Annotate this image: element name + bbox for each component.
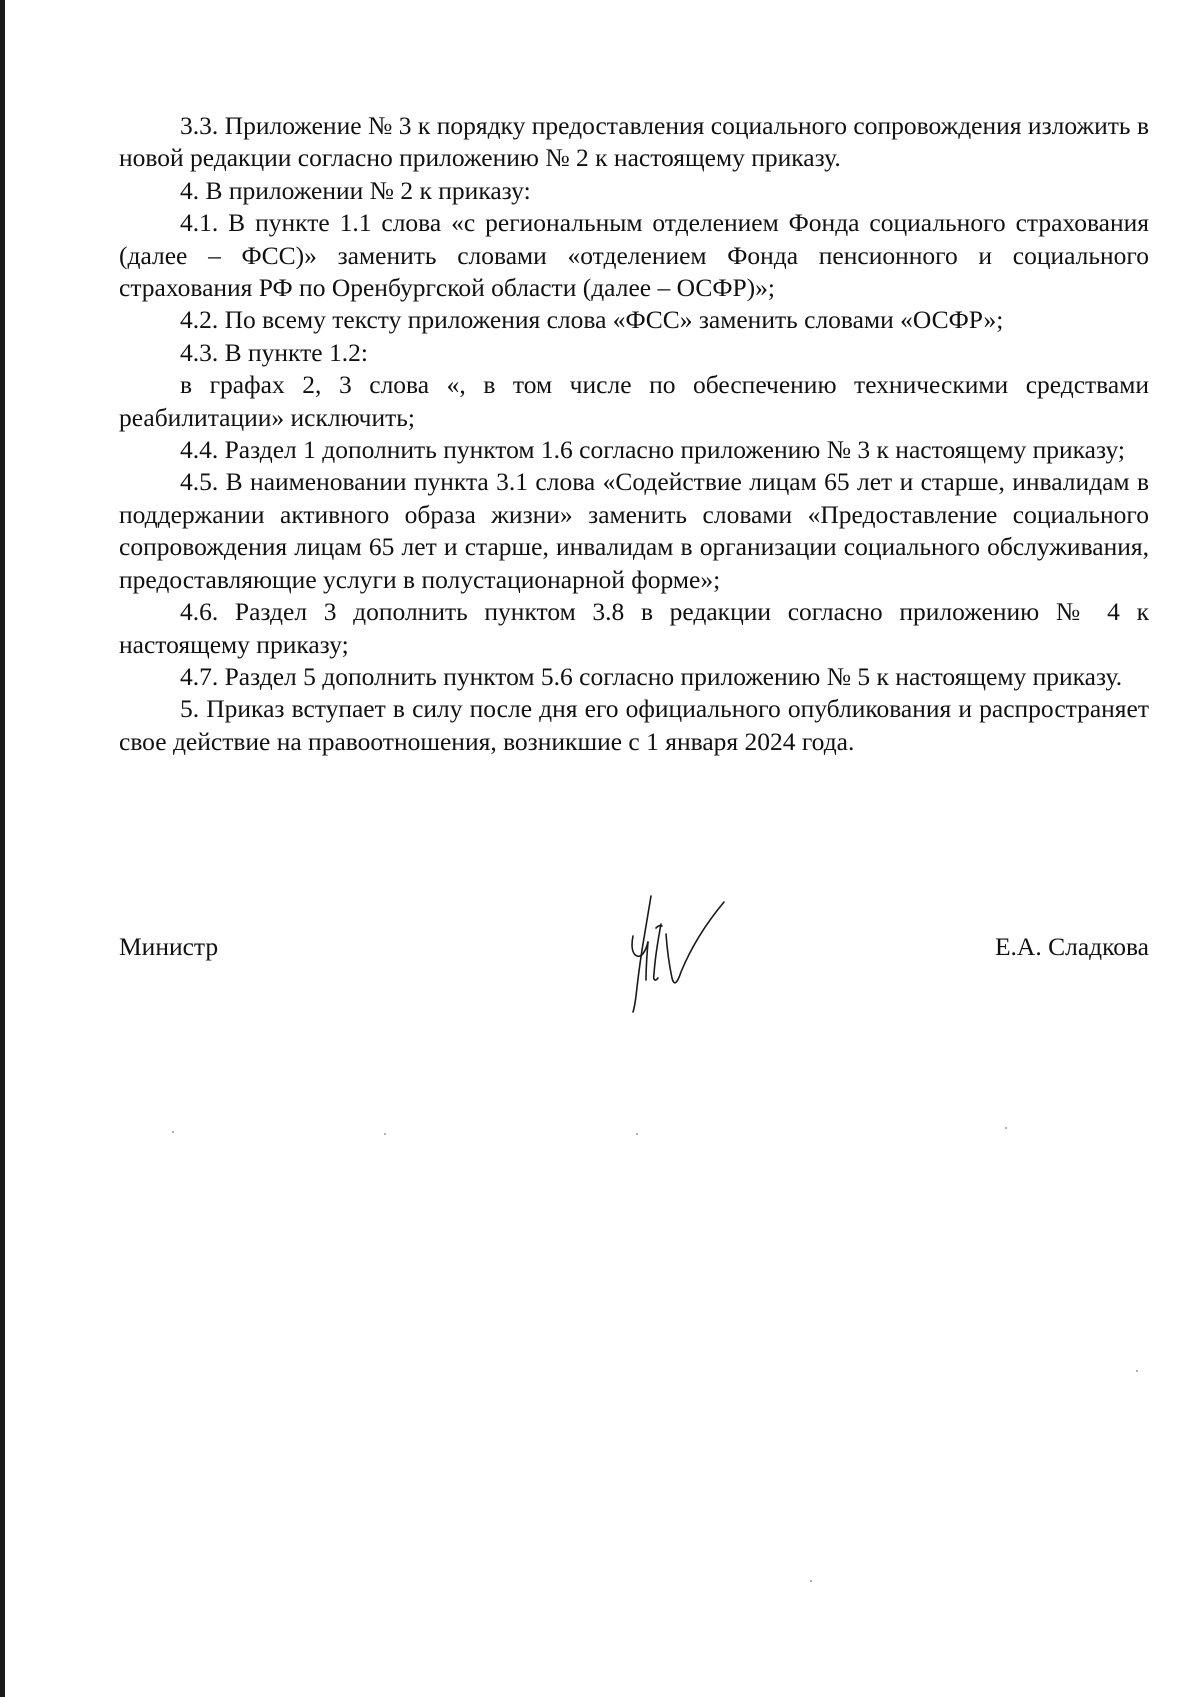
paragraph-4-3-graphs: в графах 2, 3 слова «, в том числе по обеспечению техническими средствами реабилитации» исключить; — [119, 370, 1149, 432]
signature-block — [119, 900, 1149, 1020]
scan-speck — [1005, 1127, 1007, 1129]
handwritten-signature — [611, 888, 761, 1018]
paragraph-4-7: 4.7. Раздел 5 дополнить пунктом 5.6 согласно приложению № 5 к настоящему приказу. — [180, 661, 1123, 691]
signer-name: Е.А. Сладкова — [994, 932, 1149, 961]
paragraph-4-1: 4.1. В пункте 1.1 слова «с региональным отделением Фонда социального страхования (далее – ФСС)» заменить словами «отделением Фонда пенсионного и социального страхования РФ по Оренбургской области (далее – ОСФР)»; — [119, 208, 1149, 303]
paragraph-4-5: 4.5. В наименовании пункта 3.1 слова «Содействие лицам 65 лет и старше, инвалидам в поддержании активного образа жизни» заменить словами «Предоставление социального сопровождения лицам 65 лет и старше, инвалидам в организации социального обслуживания, предоставляющие услуги в полустационарной форме»; — [119, 467, 1149, 594]
paragraph-5: 5. Приказ вступает в силу после дня его официального опубликования и распространяет свое действие на правоотношения, возникшие с 1 января 2024 года. — [119, 694, 1149, 756]
scan-speck — [384, 1133, 386, 1135]
document-body — [119, 110, 1149, 758]
paragraph-4-6: 4.6. Раздел 3 дополнить пунктом 3.8 в редакции согласно приложению № 4 к настоящему приказу; — [119, 597, 1149, 659]
paragraph-3-3: 3.3. Приложение № 3 к порядку предоставления социального сопровождения изложить в новой редакции согласно приложению № 2 к настоящему приказу. — [119, 111, 1149, 173]
signer-position: Министр — [119, 932, 219, 961]
paragraph-4-4: 4.4. Раздел 1 дополнить пунктом 1.6 согласно приложению № 3 к настоящему приказу; — [180, 435, 1125, 465]
scan-speck — [172, 1131, 174, 1133]
paragraph-4-3: 4.3. В пункте 1.2: — [180, 337, 368, 367]
paragraph-4-2: 4.2. По всему тексту приложения слова «ФСС» заменить словами «ОСФР»; — [180, 305, 1004, 335]
scan-speck — [636, 1133, 638, 1135]
paragraph-4: 4. В приложении № 2 к приказу: — [180, 175, 531, 205]
scan-edge — [0, 0, 5, 1697]
scan-speck — [810, 1580, 812, 1582]
scan-speck — [1136, 1370, 1138, 1372]
